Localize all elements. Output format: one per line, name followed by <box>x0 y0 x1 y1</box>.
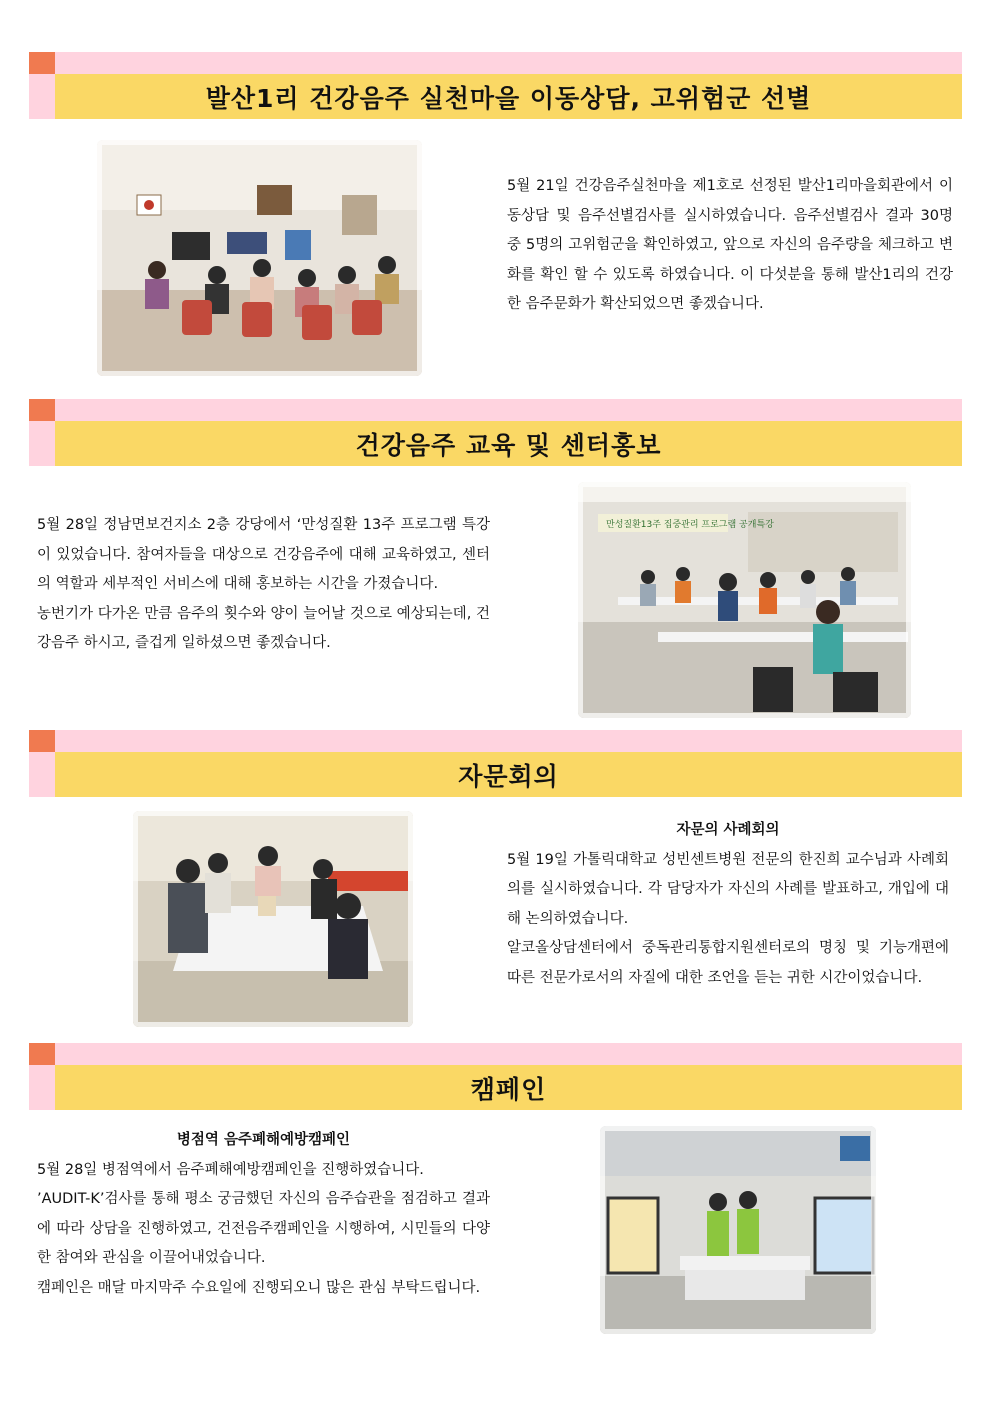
paragraph: 5월 28일 정남면보건지소 2층 강당에서 ‘만성질환 13주 프로그램 특강이 있었습니다. 참여자들을 대상으로 건강음주에 대해 교육하였고, 센터의 역할과 세부적인 서비스에 대해 홍보하는 시간을 가졌습니다. <box>37 517 490 592</box>
orange-marker <box>29 1043 55 1065</box>
section-subtitle: 병점역 음주폐해예방캠페인 <box>176 1132 351 1148</box>
section-body <box>507 172 953 320</box>
section-header-campaign <box>29 1043 962 1110</box>
paragraph: 5월 19일 가톨릭대학교 성빈센트병원 전문의 한진희 교수님과 사례회의를 실시하였습니다. 각 담당자가 자신의 사례를 발표하고, 개입에 대해 논의하였습니다. <box>507 851 949 927</box>
section-title: 건강음주 교육 및 센터홍보 <box>355 430 662 460</box>
section-body <box>507 816 949 993</box>
section-header-village <box>29 52 962 119</box>
section-title: 발산1리 건강음주 실천마을 이동상담, 고위험군 선별 <box>205 83 812 113</box>
photo-village-counseling <box>97 140 422 376</box>
section-header-education <box>29 399 962 466</box>
paragraph: 농번기가 다가온 만큼 음주의 횟수와 양이 늘어날 것으로 예상되는데, 건강음주 하시고, 즐겁게 일하셨으면 좋겠습니다. <box>37 605 490 651</box>
paragraph: 알코올상담센터에서 중독관리통합지원센터로의 명칭 및 기능개편에 따른 전문가로서의 자질에 대한 조언을 듣는 귀한 시간이었습니다. <box>507 940 949 986</box>
photo-advisory-meeting <box>133 811 413 1027</box>
section-header-advisory <box>29 730 962 797</box>
banner-text: 만성질환13주 집중관리 프로그램 공개특강 <box>606 520 774 530</box>
section-body <box>37 1126 490 1303</box>
orange-marker <box>29 730 55 752</box>
paragraph: 5월 21일 건강음주실천마을 제1호로 선정된 발산1리마을회관에서 이동상담 및 음주선별검사를 실시하였습니다. 음주선별검사 결과 30명 중 5명의 고위험군을 확인하였고, 앞으로 자신의 음주량을 체크하고 변화를 확인 할 수 있도록 하였습니다. 이 다섯분을 통해 발산1리의 건강한 음주문화가 확산되었으면 좋겠습니다. <box>507 178 953 312</box>
photo-education-lecture <box>578 482 911 718</box>
section-title: 캠페인 <box>470 1074 547 1104</box>
section-title: 자문회의 <box>458 761 559 791</box>
orange-marker <box>29 399 55 421</box>
paragraph: 5월 28일 병점역에서 음주폐해예방캠페인을 진행하였습니다. <box>37 1161 424 1178</box>
paragraph: 캠페인은 매달 마지막주 수요일에 진행되오니 많은 관심 부탁드립니다. <box>37 1279 481 1296</box>
section-subtitle: 자문의 사례회의 <box>676 822 780 838</box>
orange-marker <box>29 52 55 74</box>
section-body <box>37 511 490 659</box>
paragraph: ’AUDIT-K’검사를 통해 평소 궁금했던 자신의 음주습관을 점검하고 결과에 따라 상담을 진행하였고, 건전음주캠페인을 시행하여, 시민들의 다양한 참여와 관심을 이끌어내었습니다. <box>37 1191 490 1266</box>
photo-campaign-booth <box>600 1126 876 1334</box>
